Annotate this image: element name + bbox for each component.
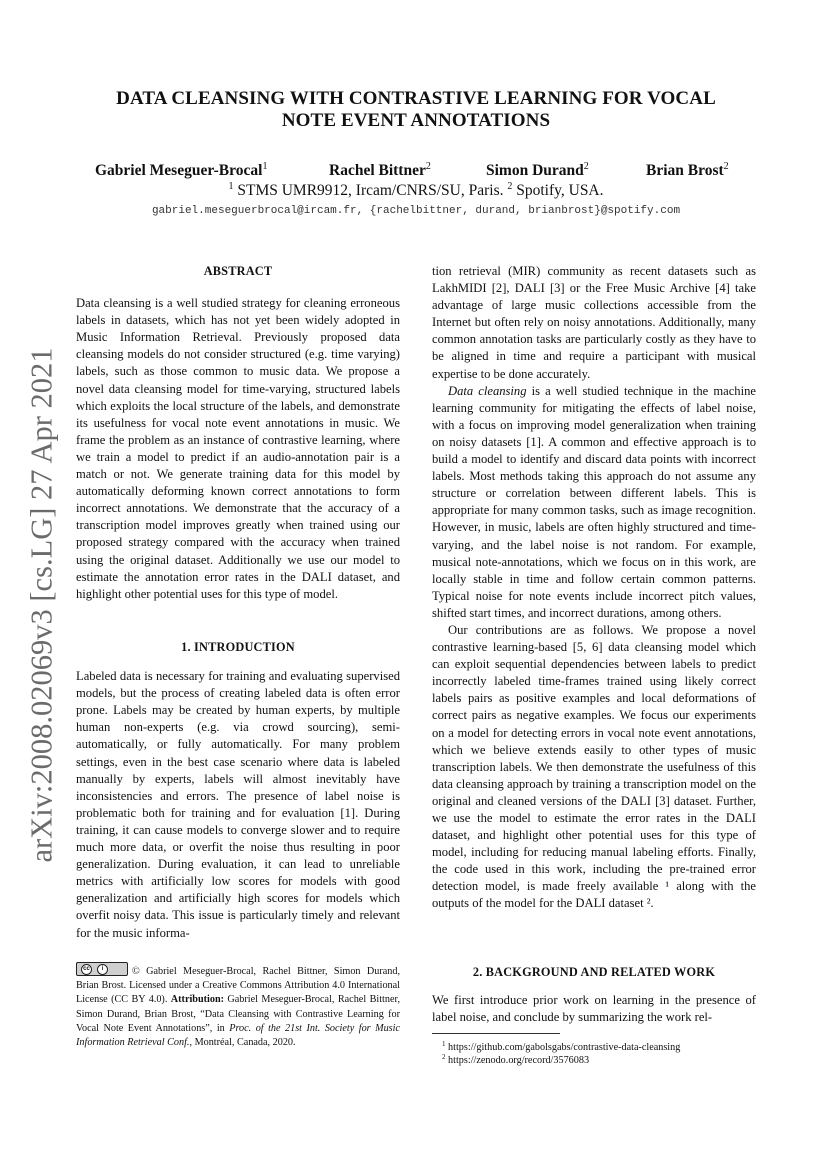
background-body: We first introduce prior work on learning in the presence of label noise, and conclude by summarizing the work rel- [432, 993, 756, 1025]
introduction-body: Labeled data is necessary for training and evaluating supervised models, but the process of creating labeled data is often error prone. Labels may be created by human experts, by multiple human non-experts (e.g. via crowd sourcing), semi-automatically, or fully automatically. For many problem settings, even in the best case scenario where data is labeled manually by experts, labels will almost inevitably have inconsistencies and errors. The presence of label noise is problematic both for training and for evaluation [1]. During training, it can cause models to converge slower and to require much more data, or overfit the noise thus resulting in poor generalization. During evaluation, it can lead to unreliable metrics with artificially low scores for models with good generalization and artificially high scores for models which overfit noisy data. This issue is particularly timely and relevant for the music informa- [76, 669, 400, 940]
data-cleansing-paragraph: Data cleansing is a well studied technique in the machine learning community for mitigating the effects of label noise, with a focus on improving model generalization when training on noisy datasets [1]. A common and effective approach is to build a model to identify and discard data points with incorrect labels. Most methods taking this approach do not assume any structure or correlation between different labels. This is appropriate for many common tasks, such as image recognition. However, in music, labels are often highly structured and time-varying, and the label noise is not random. For example, musical note-annotations, which we focus on in this work, are locally stable in time and follow certain common patterns. Typical noise for note events include incorrect pitch values, shifted start times, and incorrect durations, among others. [432, 383, 756, 620]
background-heading: 2. BACKGROUND AND RELATED WORK [472, 965, 716, 979]
author-1: Gabriel Meseguer-Brocal$^1$ [95, 161, 268, 179]
author-emails: gabriel.meseguerbrocal@ircam.fr, {rachelbittner, durand, brianbrost}@spotify.com [151, 205, 681, 217]
affiliations: $^1$ STMS UMR9912, Ircam/CNRS/SU, Paris. $^2$ Spotify, USA. [228, 181, 604, 199]
abstract-section [76, 263, 400, 603]
footnote-rule [432, 1033, 560, 1034]
footnote-2[interactable]: $^2$ https://zenodo.org/record/3576083 [442, 1053, 590, 1066]
arxiv-identifier: arXiv:2008.02069v3 [cs.LG] 27 Apr 2021 [24, 347, 59, 863]
author-3: Simon Durand$^2$ [486, 161, 589, 179]
author-4: Brian Brost$^2$ [646, 161, 729, 179]
license-footnote: cc i © Gabriel Meseguer-Brocal, Rachel Bittner, Simon Durand, Brian Brost. Licensed under a Creative Commons Attribution 4.0 International License (CC BY 4.0). Attribution: Gabriel Meseguer-Brocal, Rachel Bittner, Simon Durand, Brian Brost, “Data Cleansing with Contrastive Learning for Vocal Note Event Annotations”, in Proc. of the 21st Int. Society for Music Information Retrieval Conf., Montréal, Canada, 2020. [76, 962, 400, 1050]
paper-title: DATA CLEANSING WITH CONTRASTIVE LEARNING FOR VOCAL NOTE EVENT ANNOTATIONS [116, 88, 716, 131]
introduction-heading: 1. INTRODUCTION [181, 640, 295, 654]
footnote-1[interactable]: $^1$ https://github.com/gabolsgabs/contrastive-data-cleansing [442, 1040, 681, 1053]
intro-continued: tion retrieval (MIR) community as recent datasets such as LakhMIDI [2], DALI [3] or the Free Music Archive [4] take advantage of large music collections accessible from the Internet but often rely on noisy annotations. Additionally, many common annotation tasks are particularly costly as they have to be aligned in time and require a participant with musical expertise to be done accurately. [432, 264, 756, 381]
cc-by-license-icon: cc i [76, 962, 128, 976]
author-2: Rachel Bittner$^2$ [329, 161, 431, 179]
right-column [432, 263, 756, 913]
contributions-paragraph: Our contributions are as follows. We propose a novel contrastive learning-based [5, 6] data cleansing model which can exploit sequential dependencies between labels to predict incorrectly labeled time-frames trained using likely correct labels pairs as positive examples and local deformations of correct pairs as negative examples. We focus our experiments on a model for detecting errors in vocal note event annotations, which we believe extends easily to other types of music transcription labels. We then demonstrate the usefulness of this data cleansing approach by training a transcription model on the original and cleaned versions of the DALI [3] dataset. Further, we use the model to estimate the error rates in the DALI dataset, and highlight other potential uses for this type of model, including for reducing manual labeling efforts. Finally, the code used in this work, including the pre-trained error detection model, is made freely available ¹ along with the outputs of the model for the DALI dataset ². [432, 622, 756, 911]
abstract-heading: ABSTRACT [203, 264, 273, 278]
abstract-body: Data cleansing is a well studied strategy for cleaning erroneous labels in datasets, which has not yet been widely adopted in Music Information Retrieval. Previously proposed data cleansing models do not consider structured (e.g. time varying) labels, such as those common to music data. We propose a novel data cleansing model for time-varying, structured labels which exploits the local structure of the labels, and demonstrate its usefulness for vocal note event annotations in music. We frame the problem as an instance of contrastive learning, where we train a model to predict if an audio-annotation pair is a match or not. We generate training data for this model by automatically deforming known correct annotations to form incorrect annotations. We demonstrate that the accuracy of a transcription model improves greatly when trained using our proposed strategy compared with the accuracy when trained using the original dataset. Additionally we use our model to estimate the annotation error rates in the DALI dataset, and highlight other potential uses for this type of model. [76, 296, 400, 601]
introduction-section [76, 639, 400, 942]
background-section [432, 964, 756, 1026]
author-list [76, 161, 756, 183]
